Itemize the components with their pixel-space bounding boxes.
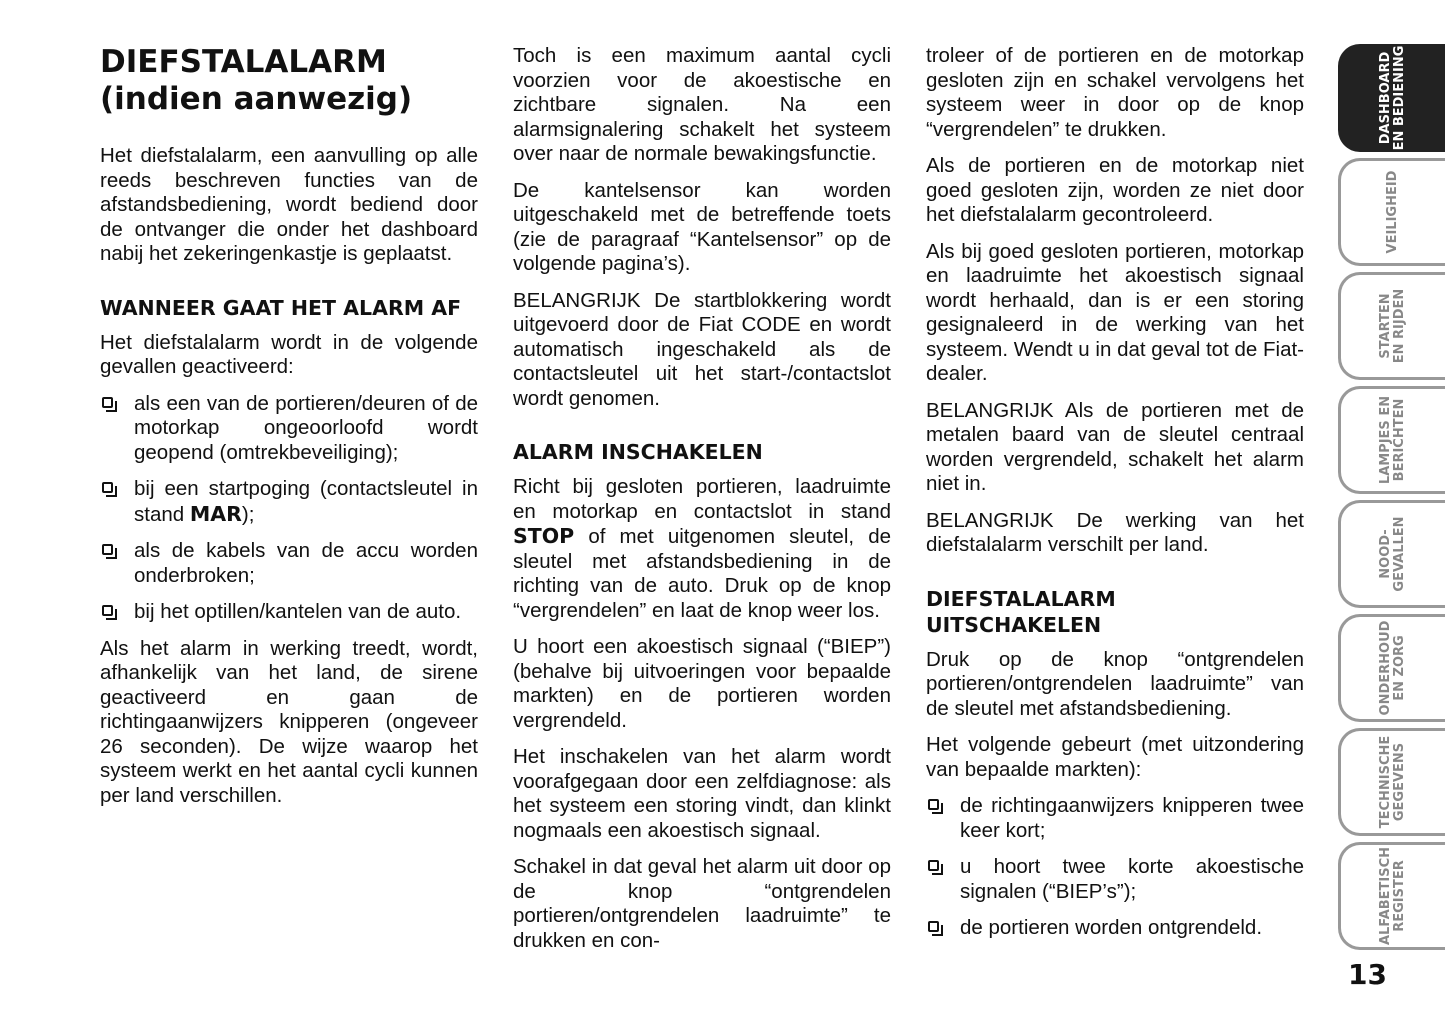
paragraph: BELANGRIJK Als de portieren met de metalen baard van de sleutel centraal worden vergrendeld, schakelt het alarm niet in. (926, 398, 1304, 495)
paragraph: U hoort een akoestisch signaal (“BIEP”) (behalve bij uitvoeringen voor bepaalde markten) en de portieren worden vergrendeld. (513, 635, 891, 732)
paragraph: Als de portieren en de motorkap niet goed gesloten zijn, worden ze niet door het diefstalalarm gecontroleerd. (926, 154, 1304, 226)
title-line-1: DIEFSTALALARM (100, 44, 387, 80)
page-title (100, 44, 478, 118)
paragraph: De kantelsensor kan worden uitgeschakeld met de betreffende toets (zie de paragraaf “Kantelsensor” op de volgende pagina’s). (513, 178, 891, 275)
paragraph: Het volgende gebeurt (met uitzondering van bepaalde markten): (926, 733, 1304, 781)
paragraph: Het inschakelen van het alarm wordt voorafgegaan door een zelfdiagnose: als het systeem een storing vindt, dan klinkt nogmaals een akoestisch signaal. (513, 745, 891, 842)
tab-dashboard[interactable]: DASHBOARD EN BEDIENING (1338, 44, 1445, 152)
tab-onderhoud[interactable]: ONDERHOUD EN ZORG (1338, 614, 1445, 722)
checkbox-bullet-icon (928, 921, 939, 932)
checkbox-bullet-icon (102, 605, 113, 616)
tab-lampjes[interactable]: LAMPJES EN BERICHTEN (1338, 386, 1445, 494)
list-item: als de kabels van de accu worden onderbroken; (100, 539, 478, 588)
list-item: bij een startpoging (contactsleutel in stand MAR); (100, 477, 478, 527)
paragraph: BELANGRIJK De startblokkering wordt uitgevoerd door de Fiat CODE en wordt automatisch ingeschakeld als de contactsleutel uit het start-/contactslot wordt genomen. (513, 288, 891, 410)
section-heading-alarm-trigger: WANNEER GAAT HET ALARM AF (100, 295, 462, 320)
checkbox-bullet-icon (102, 544, 113, 555)
tab-veiligheid[interactable]: VEILIGHEID (1338, 158, 1445, 266)
checkbox-bullet-icon (102, 397, 113, 408)
list-item: de richtingaanwijzers knipperen twee keer kort; (926, 794, 1304, 843)
paragraph: Als het alarm in werking treedt, wordt, afhankelijk van het land, de sirene geactiveerd en gaan de richtingaanwijzers knipperen (ongeveer 26 seconden). De wijze waarop het systeem werkt en het aantal cycli kunnen per land verschillen. (100, 636, 478, 807)
paragraph: Als bij goed gesloten portieren, motorkap en laadruimte het akoestisch signaal wordt herhaald, dan is er een storing gesignaleerd in de werking van het systeem. Wendt u in dat geval tot de Fiat-dealer. (926, 239, 1304, 385)
list-item: bij het optillen/kantelen van de auto. (100, 600, 478, 625)
section-heading-alarm-off: DIEFSTALALARM UITSCHAKELEN (926, 586, 1116, 637)
paragraph: Richt bij gesloten portieren, laadruimte en motorkap en contactslot in stand STOP of met uitgenomen sleutel, de sleutel met afstandsbediening in de richting van de auto. Druk op de knop “vergrendelen” en laat de knop weer los. (513, 475, 891, 622)
column-1 (100, 44, 478, 820)
paragraph: troleer of de portieren en de motorkap gesloten zijn en schakel vervolgens het systeem weer in door op de knop “vergrendelen” te drukken. (926, 44, 1304, 141)
tab-starten[interactable]: STARTEN EN RIJDEN (1338, 272, 1445, 380)
intro-paragraph: Het diefstalalarm, een aanvulling op alle reeds beschreven functies van de afstandsbediening, wordt bediend door de ontvanger die onder het dashboard nabij het zekeringenkastje is geplaatst. (100, 144, 478, 265)
checkbox-bullet-icon (928, 860, 939, 871)
paragraph: Toch is een maximum aantal cycli voorzien voor de akoestische en zichtbare signalen. Na een alarmsignalering schakelt het systeem over naar de normale bewakingsfunctie. (513, 44, 891, 165)
tab-noodgevallen[interactable]: NOOD- GEVALLEN (1338, 500, 1445, 608)
list-item: u hoort twee korte akoestische signalen (“BIEP’s”); (926, 855, 1304, 904)
section-heading-alarm-on: ALARM INSCHAKELEN (513, 440, 763, 464)
checkbox-bullet-icon (928, 799, 939, 810)
list-item: de portieren worden ontgrendeld. (926, 916, 1304, 941)
column-2 (513, 44, 891, 965)
paragraph: BELANGRIJK De werking van het diefstalalarm verschilt per land. (926, 508, 1304, 556)
checkbox-bullet-icon (102, 482, 113, 493)
column-3 (926, 44, 1304, 953)
list-item: als een van de portieren/deuren of de motorkap ongeoorloofd wordt geopend (omtrekbeveiliging); (100, 392, 478, 466)
tab-technische[interactable]: TECHNISCHE GEGEVENS (1338, 728, 1445, 836)
paragraph: Druk op de knop “ontgrendelen portieren/ontgrendelen laadruimte” van de sleutel met afstandsbediening. (926, 647, 1304, 720)
paragraph: Schakel in dat geval het alarm uit door op de knop “ontgrendelen portieren/ontgrendelen laadruimte” te drukken en con- (513, 855, 891, 952)
chapter-tabs (1338, 44, 1445, 944)
paragraph: Het diefstalalarm wordt in de volgende gevallen geactiveerd: (100, 330, 478, 378)
tab-register[interactable]: ALFABETISCH REGISTER (1338, 842, 1445, 950)
title-line-2: (indien aanwezig) (100, 81, 413, 117)
page-number: 13 (1348, 958, 1387, 991)
